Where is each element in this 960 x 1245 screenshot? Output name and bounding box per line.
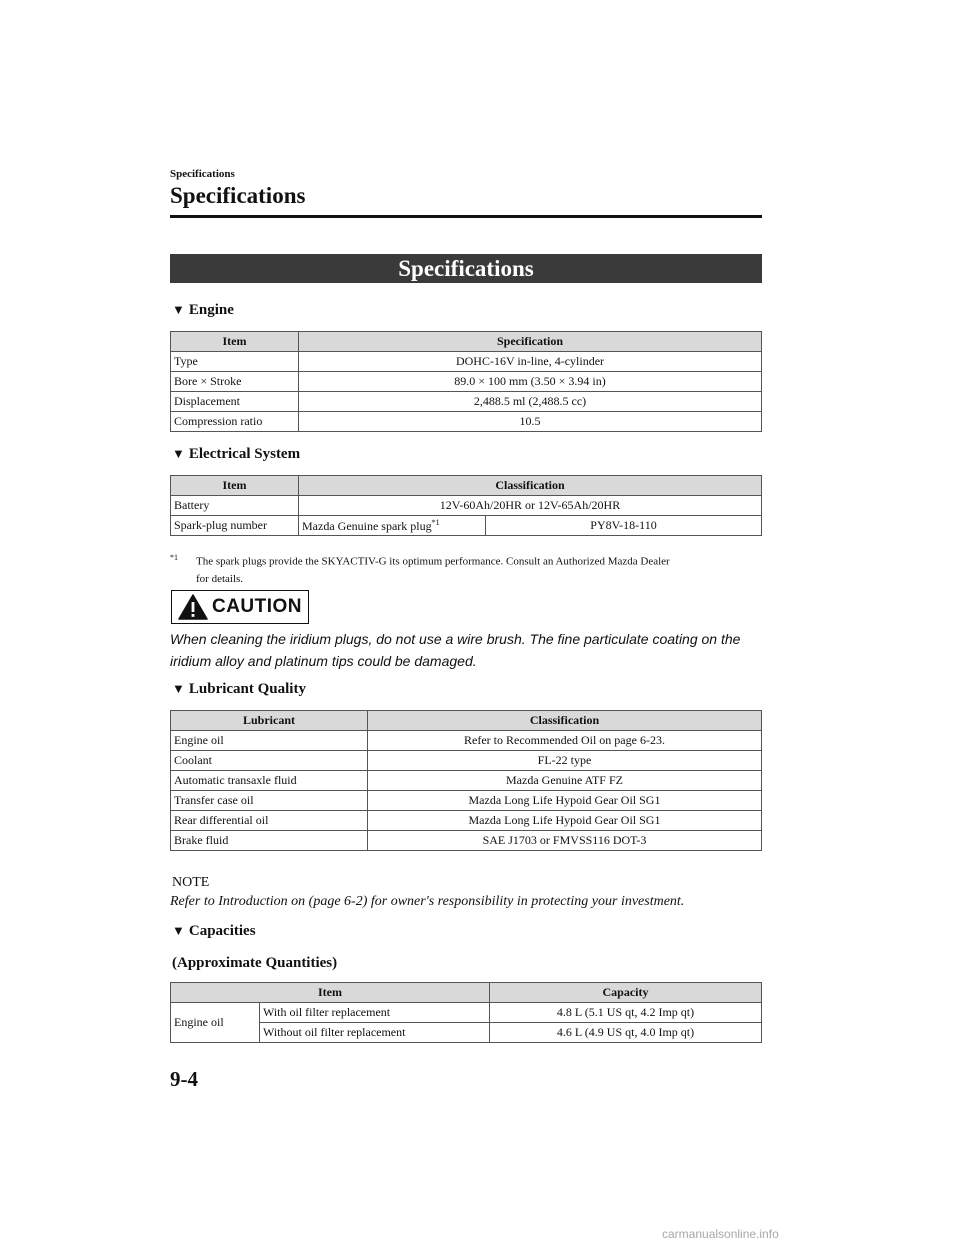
table-row xyxy=(171,791,762,811)
value-cell: DOHC-16V in-line, 4-cylinder xyxy=(299,352,762,372)
condition-cell: With oil filter replacement xyxy=(260,1003,490,1023)
triangle-down-icon: ▼ xyxy=(172,302,185,317)
item-cell: Engine oil xyxy=(171,731,368,751)
title-rule xyxy=(170,215,762,218)
footnote-text: The spark plugs provide the SKYACTIV-G its optimum performance. Consult an Authorized Mazda Dealer xyxy=(196,555,670,568)
item-cell: Battery xyxy=(171,496,299,516)
table-row xyxy=(171,372,762,392)
engine-table xyxy=(170,331,762,432)
value-cell: 2,488.5 ml (2,488.5 cc) xyxy=(299,392,762,412)
lubricant-table xyxy=(170,710,762,851)
table-row xyxy=(171,496,762,516)
column-header: Classification xyxy=(299,476,762,496)
table-row xyxy=(171,831,762,851)
item-cell: Spark-plug number xyxy=(171,516,299,536)
caution-label xyxy=(171,590,309,624)
column-header: Item xyxy=(171,332,299,352)
page-number: 9-4 xyxy=(170,1067,198,1091)
breadcrumb: Specifications xyxy=(170,168,235,180)
item-cell: Automatic transaxle fluid xyxy=(171,771,368,791)
spark-type-cell: Mazda Genuine spark plug$^{*1}$ xyxy=(299,516,486,536)
page-title: Specifications xyxy=(170,183,306,208)
condition-cell: Without oil filter replacement xyxy=(260,1023,490,1043)
electrical-heading: ▼ Electrical System xyxy=(172,446,301,462)
footnote-marker: *1 xyxy=(431,517,440,527)
footnote-marker: *1 xyxy=(170,553,178,562)
value-cell: 89.0 × 100 mm (3.50 × 3.94 in) xyxy=(299,372,762,392)
item-cell: Engine oil xyxy=(171,1003,260,1043)
section-banner: Specifications xyxy=(170,254,762,283)
table-row xyxy=(171,1023,762,1043)
item-cell: Displacement xyxy=(171,392,299,412)
electrical-table xyxy=(170,475,762,536)
capacities-heading: ▼ Capacities xyxy=(172,923,256,939)
watermark: carmanualsonline.info xyxy=(662,1227,779,1241)
table-row xyxy=(171,412,762,432)
column-header: Lubricant xyxy=(171,711,368,731)
table-row xyxy=(171,1003,762,1023)
warning-triangle-icon xyxy=(178,594,208,620)
value-cell: Mazda Genuine ATF FZ xyxy=(368,771,762,791)
caution-text: CAUTION xyxy=(211,596,303,617)
capacities-table xyxy=(170,982,762,1043)
item-cell: Type xyxy=(171,352,299,372)
engine-heading: ▼ Engine xyxy=(172,302,234,318)
triangle-down-icon: ▼ xyxy=(172,681,185,696)
table-row xyxy=(171,516,762,536)
item-cell: Bore × Stroke xyxy=(171,372,299,392)
value-cell: 12V-60Ah/20HR or 12V-65Ah/20HR xyxy=(299,496,762,516)
note-body: Refer to Introduction on (page 6-2) for owner's responsibility in protecting your investment. xyxy=(170,894,685,909)
value-cell: 4.6 L (4.9 US qt, 4.0 Imp qt) xyxy=(490,1023,762,1043)
triangle-down-icon: ▼ xyxy=(172,923,185,938)
column-header: Item xyxy=(171,476,299,496)
triangle-down-icon: ▼ xyxy=(172,446,185,461)
capacities-subheading: (Approximate Quantities) xyxy=(172,955,338,971)
item-cell: Coolant xyxy=(171,751,368,771)
note-title: NOTE xyxy=(172,875,210,890)
item-cell: Compression ratio xyxy=(171,412,299,432)
table-row xyxy=(171,352,762,372)
value-cell: 10.5 xyxy=(299,412,762,432)
footnote-text-cont: for details. xyxy=(196,572,244,585)
value-cell: FL-22 type xyxy=(368,751,762,771)
column-header: Classification xyxy=(368,711,762,731)
column-header: Item xyxy=(171,983,490,1003)
table-row xyxy=(171,751,762,771)
lubricant-heading: ▼ Lubricant Quality xyxy=(172,681,306,697)
value-cell: Mazda Long Life Hypoid Gear Oil SG1 xyxy=(368,811,762,831)
table-row xyxy=(171,392,762,412)
value-cell: 4.8 L (5.1 US qt, 4.2 Imp qt) xyxy=(490,1003,762,1023)
table-row xyxy=(171,771,762,791)
value-cell: PY8V-18-110 xyxy=(486,516,762,536)
value-cell: Refer to Recommended Oil on page 6-23. xyxy=(368,731,762,751)
item-cell: Brake fluid xyxy=(171,831,368,851)
column-header: Specification xyxy=(299,332,762,352)
table-row xyxy=(171,731,762,751)
column-header: Capacity xyxy=(490,983,762,1003)
value-cell: Mazda Long Life Hypoid Gear Oil SG1 xyxy=(368,791,762,811)
caution-body: When cleaning the iridium plugs, do not use a wire brush. The fine particulate coating on the iridium alloy and platinum tips could be damaged. xyxy=(170,631,741,669)
table-row xyxy=(171,811,762,831)
item-cell: Rear differential oil xyxy=(171,811,368,831)
item-cell: Transfer case oil xyxy=(171,791,368,811)
footnote xyxy=(170,549,762,588)
value-cell: SAE J1703 or FMVSS116 DOT-3 xyxy=(368,831,762,851)
